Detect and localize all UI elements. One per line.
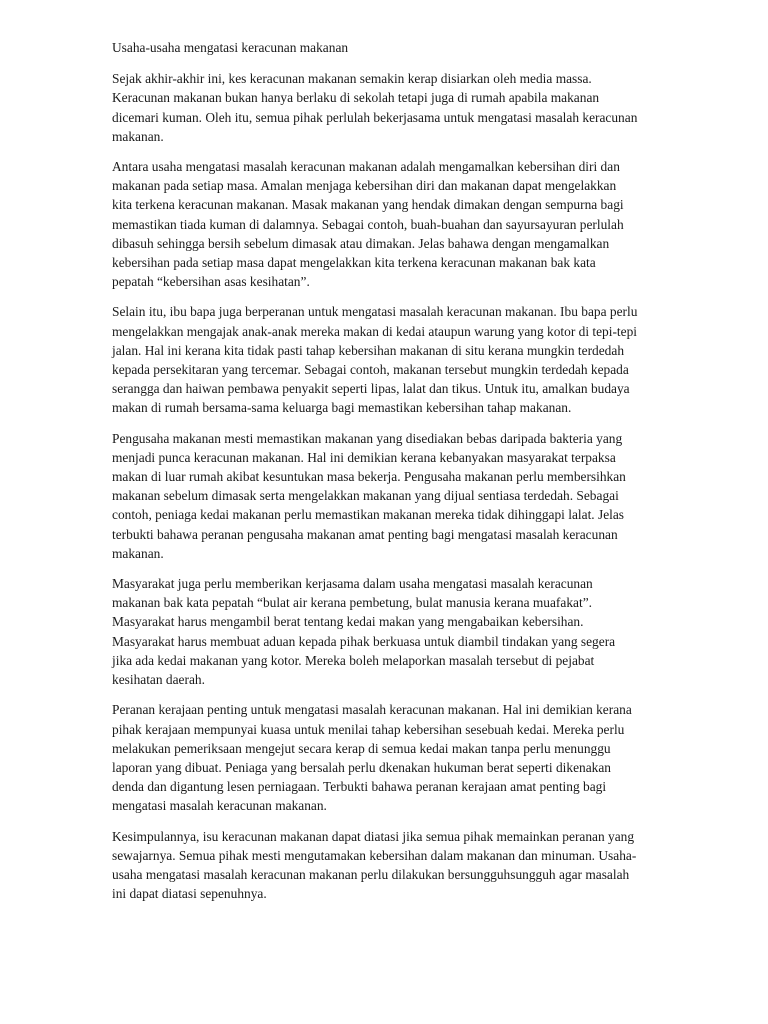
text-line: contoh, peniaga kedai makanan perlu memastikan makanan mereka tidak dihinggapi lalat. Jelas xyxy=(112,507,625,523)
text-line: Keracunan makanan bukan hanya berlaku di sekolah tetapi juga di rumah apabila makanan xyxy=(112,90,600,106)
text-line: Masyarakat harus membuat aduan kepada pihak berkuasa untuk diambil tindakan yang segera xyxy=(112,633,616,649)
text-line: Masyarakat harus mengambil berat tentang kedai makan yang mengabaikan kebersihan. xyxy=(112,614,584,630)
text-line: Peranan kerajaan penting untuk mengatasi masalah keracunan makanan. Hal ini demikian kerana xyxy=(112,702,632,718)
text-line: dibasuh sehingga bersih sebelum dimasak atau dimakan. Jelas bahawa dengan mengamalkan xyxy=(112,235,610,251)
text-line: dicemari kuman. Oleh itu, semua pihak perlulah bekerjasama untuk mengatasi masalah keracunan xyxy=(112,109,638,125)
text-line: sewajarnya. Semua pihak mesti mengutamakan kebersihan dalam makanan dan minuman. Usaha- xyxy=(112,847,637,863)
text-line: kesihatan daerah. xyxy=(112,672,205,688)
text-line: pihak kerajaan mempunyai kuasa untuk menilai tahap kebersihan sesebuah kedai. Mereka perlu xyxy=(112,721,625,737)
text-line: Selain itu, ibu bapa juga berperanan untuk mengatasi masalah keracunan makanan. Ibu bapa perlu xyxy=(112,304,638,320)
text-line: Masyarakat juga perlu memberikan kerjasama dalam usaha mengatasi masalah keracunan xyxy=(112,576,593,592)
text-line: makanan. xyxy=(112,545,164,561)
text-line: ini dapat diatasi sepenuhnya. xyxy=(112,886,267,902)
paragraph-introduction xyxy=(112,69,658,146)
text-line: Pengusaha makanan mesti memastikan makanan yang disediakan bebas daripada bakteria yang xyxy=(112,430,623,446)
text-line: makan di luar rumah akibat kesuntukan masa bekerja. Pengusaha makanan perlu membersihkan xyxy=(112,469,626,485)
text-line: serangga dan haiwan pembawa penyakit seperti lipas, lalat dan tikus. Untuk itu, amalkan budaya xyxy=(112,381,630,397)
text-line: kebersihan pada setiap masa dapat mengelakkan kita terkena keracunan makanan bak kata xyxy=(112,255,596,271)
paragraph-personal-hygiene xyxy=(112,157,658,291)
text-line: Kesimpulannya, isu keracunan makanan dapat diatasi jika semua pihak memainkan peranan yang xyxy=(112,828,635,844)
text-line: Antara usaha mengatasi masalah keracunan makanan adalah mengamalkan kebersihan diri dan xyxy=(112,159,620,175)
text-line: terbukti bahawa peranan pengusaha makanan amat penting bagi mengatasi masalah keracunan xyxy=(112,526,618,542)
text-line: makanan sebelum dimasak serta mengelakkan makanan yang dijual sentiasa terdedah. Sebagai xyxy=(112,488,619,504)
text-line: makan di rumah bersama-sama keluarga bagi memastikan kebersihan tahap makanan. xyxy=(112,400,572,416)
text-line: kepada persekitaran yang tercemar. Sebagai contoh, makanan tersebut mungkin terdedah kepada xyxy=(112,362,629,378)
text-line: makanan pada setiap masa. Amalan menjaga kebersihan diri dan makanan dapat mengelakkan xyxy=(112,178,617,194)
text-line: jalan. Hal ini kerana kita tidak pasti tahap kebersihan makanan di situ kerana mungkin terdedah xyxy=(112,342,625,358)
document-page xyxy=(112,38,658,914)
text-line: pepatah “kebersihan asas kesihatan”. xyxy=(112,274,310,290)
text-line: Sejak akhir-akhir ini, kes keracunan makanan semakin kerap disiarkan oleh media massa. xyxy=(112,71,592,87)
paragraph-government xyxy=(112,700,658,815)
text-line: laporan yang dibuat. Peniaga yang bersalah perlu dkenakan hukuman berat seperti dikenakan xyxy=(112,759,611,775)
text-line: mengelakkan mengajak anak-anak mereka makan di kedai ataupun warung yang kotor di tepi-tepi xyxy=(112,323,638,339)
document-title: Usaha-usaha mengatasi keracunan makanan xyxy=(112,40,349,55)
text-line: usaha mengatasi masalah keracunan makanan perlu dilakukan bersungguhsungguh agar masalah xyxy=(112,866,630,882)
text-line: kita terkena keracunan makanan. Masak makanan yang hendak dimakan dengan sempurna bagi xyxy=(112,197,624,213)
text-line: menjadi punca keracunan makanan. Hal ini demikian kerana kebanyakan masyarakat terpaksa xyxy=(112,449,616,465)
text-line: makanan. xyxy=(112,128,164,144)
paragraph-parents xyxy=(112,302,658,417)
text-line: makanan bak kata pepatah “bulat air kerana pembetung, bulat manusia kerana muafakat”. xyxy=(112,595,592,611)
text-line: melakukan pemeriksaan mengejut secara kerap di semua kedai makan tanpa perlu menunggu xyxy=(112,740,611,756)
text-line: denda dan digantung lesen perniagaan. Terbukti bahawa peranan kerajaan amat penting bagi xyxy=(112,779,607,795)
paragraph-community xyxy=(112,574,658,689)
paragraph-conclusion xyxy=(112,827,658,904)
text-line: jika ada kedai makanan yang kotor. Mereka boleh melaporkan masalah tersebut di pejabat xyxy=(112,652,595,668)
paragraph-food-operators xyxy=(112,429,658,563)
text-line: memastikan tiada kuman di dalamnya. Sebagai contoh, buah-buahan dan sayursayuran perlulah xyxy=(112,216,624,232)
text-line: mengatasi masalah keracunan makanan. xyxy=(112,798,327,814)
